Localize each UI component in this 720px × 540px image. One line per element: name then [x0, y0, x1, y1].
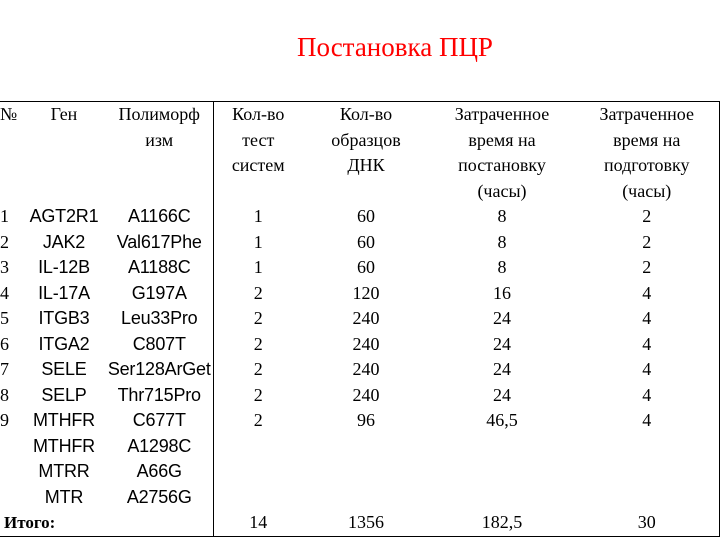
- pcr-table: [0, 101, 720, 537]
- header-setup-time: Затраченное время на постановку (часы): [454, 104, 550, 201]
- header-num: №: [0, 104, 18, 124]
- total-row: [0, 510, 719, 536]
- header-test-systems: Кол-во тест систем: [231, 104, 285, 175]
- header-polymorphism: Полиморф изм: [106, 102, 213, 205]
- table-row: 2 JAK2 Val617Phe 1 60 8 2: [0, 230, 719, 256]
- table-row: 5 ITGB3 Leu33Pro 2 240 24 4: [0, 306, 719, 332]
- table-row-9: 9 MTHFR MTHFR MTRR MTR C677T A1298C A66G A2756G 2 96 46,5 4: [0, 408, 719, 510]
- table-row: 8 SELP Thr715Pro 2 240 24 4: [0, 383, 719, 409]
- row9-genes: MTHFR MTHFR MTRR MTR: [33, 410, 95, 507]
- table-row: 1 AGT2R1 A1166C 1 60 8 2: [0, 204, 719, 230]
- slide-title: Постановка ПЦР: [297, 32, 493, 62]
- table-row: 4 IL-17A G197A 2 120 16 4: [0, 281, 719, 307]
- total-label: Итого:: [0, 510, 213, 536]
- table-row: 6 ITGA2 C807T 2 240 24 4: [0, 332, 719, 358]
- total-prep: 30: [575, 510, 719, 536]
- table-row: 3 IL-12B A1188C 1 60 8 2: [0, 255, 719, 281]
- total-setup: 182,5: [481, 512, 523, 532]
- header-prep-time: Затраченное время на подготовку (часы): [575, 102, 719, 205]
- header-gene: Ген: [50, 104, 78, 124]
- row9-polymorphisms: C677T A1298C A66G A2756G: [106, 408, 213, 510]
- header-row: [0, 102, 719, 205]
- total-tests: 14: [249, 512, 268, 532]
- table-row: 7 SELE Ser128ArGet 2 240 24 4: [0, 357, 719, 383]
- header-dna-samples: Кол-во образцов ДНК: [331, 104, 401, 175]
- total-samples: 1356: [348, 512, 384, 532]
